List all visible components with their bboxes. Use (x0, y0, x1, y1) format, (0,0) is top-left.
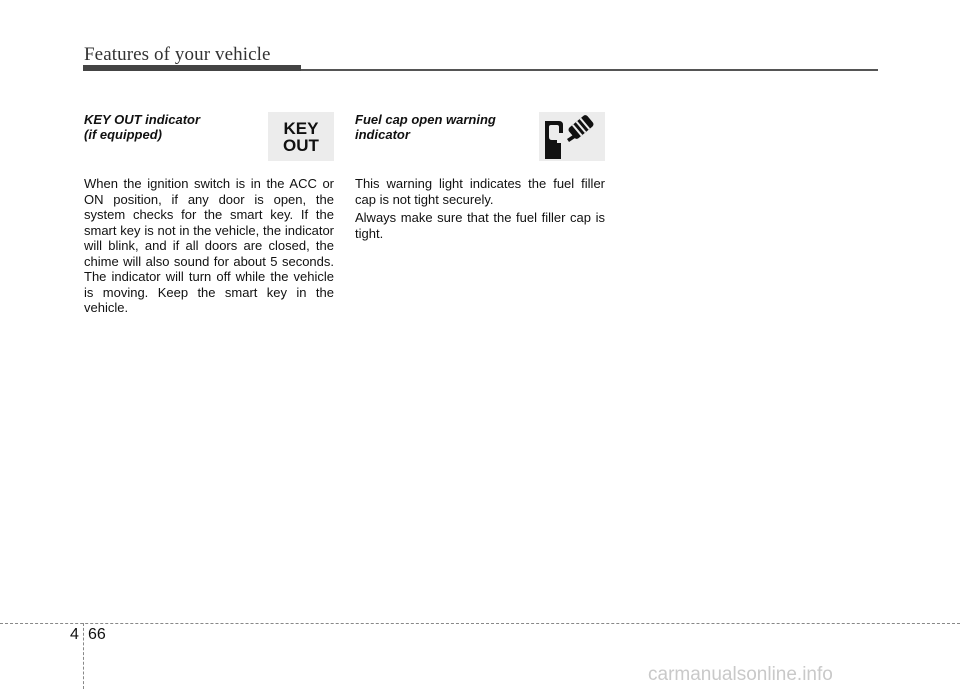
key-out-body-block (84, 176, 334, 316)
fuel-cap-open-icon-graphic (543, 115, 601, 159)
chapter-number: 4 (70, 626, 79, 643)
fuel-cap-para1: This warning light indicates the fuel filler cap is not tight securely. (355, 176, 605, 207)
key-out-icon-label: KEY OUT (283, 118, 319, 155)
fuel-cap-para2: Always make sure that the fuel filler cap is tight. (355, 210, 605, 241)
fuel-cap-heading-line2: indicator (355, 127, 410, 142)
footer-dashed-rule (0, 623, 960, 624)
key-out-icon (268, 112, 334, 161)
header-accent-bar (83, 65, 301, 71)
key-out-heading-line2: (if equipped) (84, 127, 162, 142)
watermark: carmanualsonline.info (648, 664, 833, 685)
footer-vertical-divider (83, 623, 84, 689)
page-header-title: Features of your vehicle (84, 44, 271, 65)
page-number: 66 (88, 626, 106, 643)
fuel-cap-section (355, 112, 535, 142)
fuel-cap-body-block (355, 176, 605, 241)
fuel-cap-heading-line1: Fuel cap open warning (355, 112, 496, 127)
key-out-heading-line1: KEY OUT indicator (84, 112, 201, 127)
fuel-cap-heading (355, 112, 535, 142)
key-out-body: When the ignition switch is in the ACC or ON position, if any door is open, the system checks for the smart key. If the smart key is not in the vehicle, the indicator will blink, and if all doors are closed, the chime will also sound for about 5 seconds. The indicator will turn off while the vehicle is moving. Keep the smart key in the vehicle. (84, 176, 334, 315)
header-rule (301, 69, 878, 71)
fuel-cap-open-icon (539, 112, 605, 161)
